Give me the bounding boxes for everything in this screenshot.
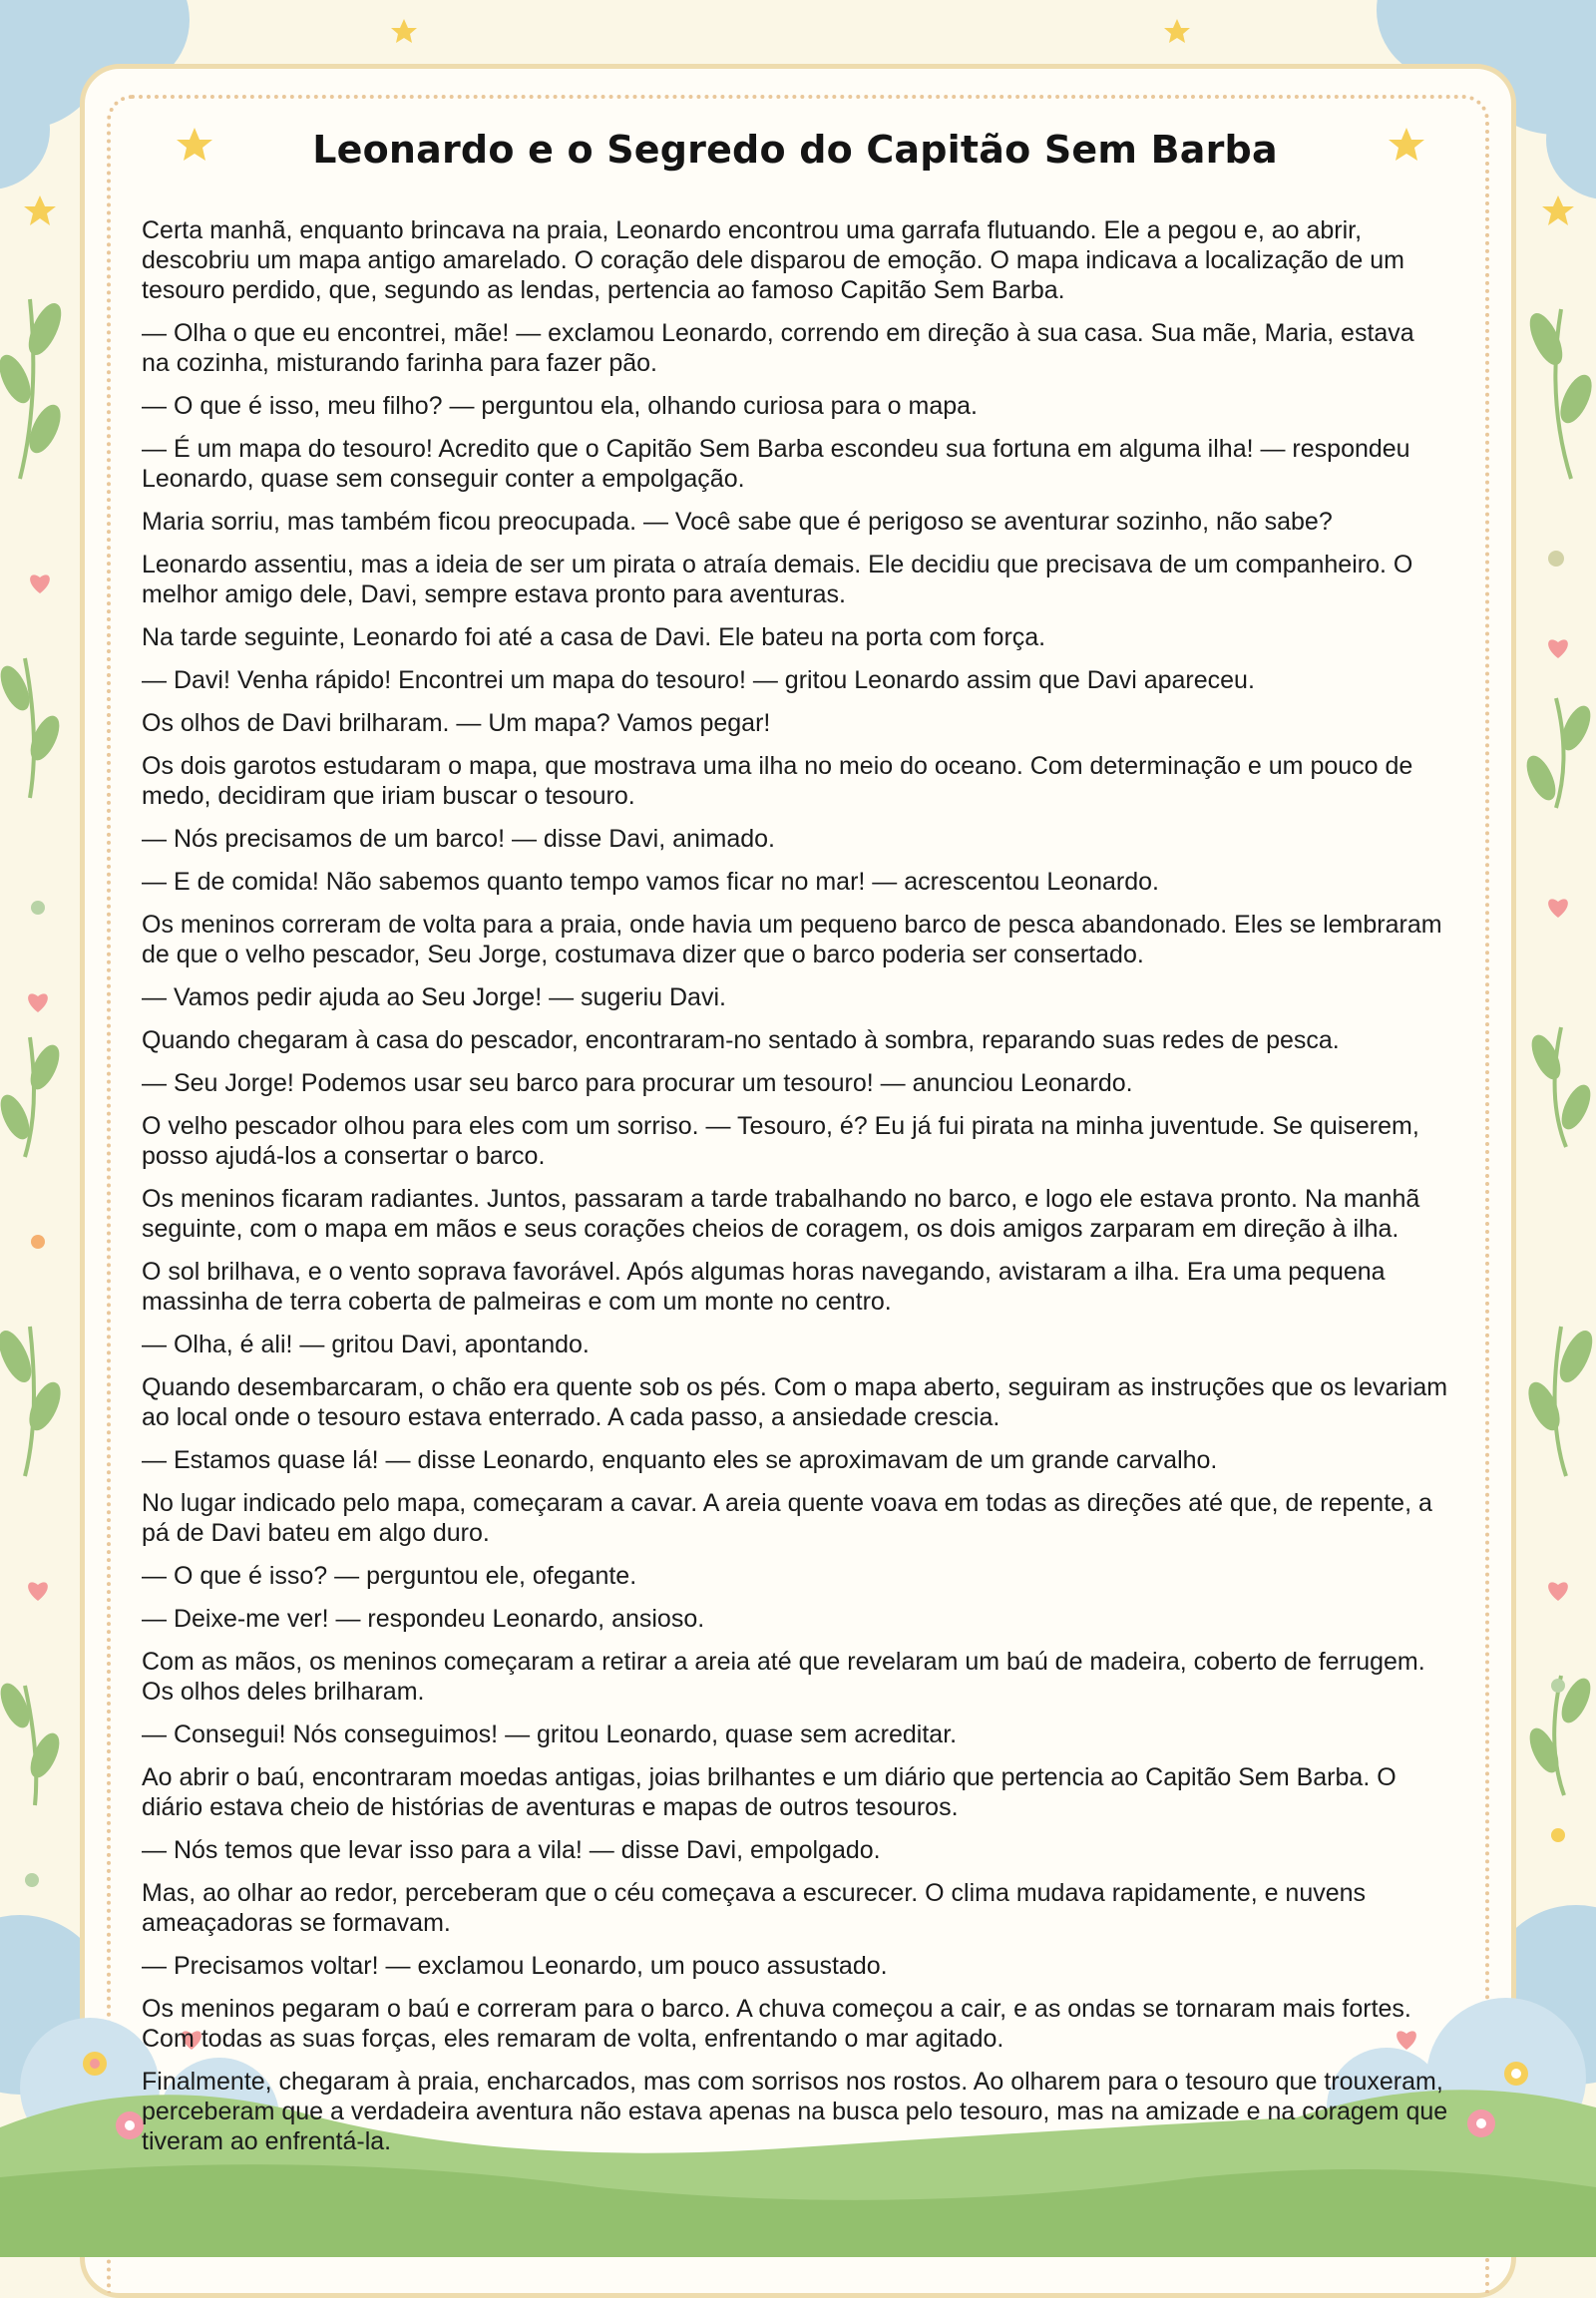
paragraph: — Estamos quase lá! — disse Leonardo, enquanto eles se aproximavam de um grande carvalho. — [142, 1446, 1218, 1474]
leaf-sprig-icon — [1524, 698, 1594, 808]
heart-icon — [1548, 1582, 1568, 1601]
paragraph: — Nós precisamos de um barco! — disse Davi, animado. — [142, 825, 775, 853]
heart-icon — [28, 993, 48, 1012]
paragraph: Ao abrir o baú, encontraram moedas antigas, joias brilhantes e um diário que pertencia ao Capitão Sem Barba. O diário estava cheio de histórias de aventuras e mapas de outros tesouros. — [142, 1763, 1396, 1821]
heart-icon — [1548, 899, 1568, 918]
paragraph: Na tarde seguinte, Leonardo foi até a casa de Davi. Ele bateu na porta com força. — [142, 623, 1046, 651]
leaf-sprig-icon — [0, 299, 65, 479]
leaf-sprig-icon — [0, 1037, 64, 1476]
paragraph: — E de comida! Não sabemos quanto tempo vamos ficar no mar! — acrescentou Leonardo. — [142, 868, 1159, 896]
flower-icon — [1467, 2109, 1495, 2137]
flower-icon — [1504, 2062, 1528, 2086]
star-icon — [24, 195, 56, 225]
paragraph: — Precisamos voltar! — exclamou Leonardo, um pouco assustado. — [142, 1952, 888, 1980]
star-icon — [1164, 19, 1190, 43]
paragraph: Quando chegaram à casa do pescador, encontraram-no sentado à sombra, reparando suas redes de pesca. — [142, 1026, 1340, 1054]
paragraph: — Consegui! Nós conseguimos! — gritou Leonardo, quase sem acreditar. — [142, 1721, 958, 1748]
left-decorations — [0, 0, 80, 2257]
paragraph: — Deixe-me ver! — respondeu Leonardo, ansioso. — [142, 1605, 705, 1633]
paragraph: — Seu Jorge! Podemos usar seu barco para procurar um tesouro! — anunciou Leonardo. — [142, 1069, 1133, 1097]
paragraph: No lugar indicado pelo mapa, começaram a cavar. A areia quente voava em todas as direções até que, de repente, a pá de Davi bateu em algo duro. — [142, 1489, 1432, 1547]
paragraph: Maria sorriu, mas também ficou preocupada. — Você sabe que é perigoso se aventurar sozinho, não sabe? — [142, 508, 1333, 536]
paragraph: — É um mapa do tesouro! Acredito que o Capitão Sem Barba escondeu sua fortuna em alguma ilha! — respondeu Leonardo, quase sem conseguir conter a empolgação. — [142, 435, 1410, 493]
paragraph: Quando desembarcaram, o chão era quente sob os pés. Com o mapa aberto, seguiram as instruções que os levariam ao local onde o tesouro estava enterrado. A cada passo, a ansiedade crescia. — [142, 1373, 1448, 1431]
paragraph: — Olha, é ali! — gritou Davi, apontando. — [142, 1331, 590, 1358]
paragraph: Os olhos de Davi brilharam. — Um mapa? Vamos pegar! — [142, 709, 771, 737]
star-icon — [1542, 195, 1574, 225]
heart-icon — [1548, 639, 1568, 658]
paragraph: — Nós temos que levar isso para a vila! — disse Davi, empolgado. — [142, 1836, 881, 1864]
paragraph: — O que é isso? — perguntou ele, ofegante. — [142, 1562, 637, 1590]
paragraph: Finalmente, chegaram à praia, encharcados, mas com sorrisos nos rostos. Ao olharem para o tesouro que trouxeram, perceberam que a verdadeira aventura não estava apenas na busca pelo tesouro, mas na amizade e na coragem que tiveram ao enfrentá-la. — [142, 2068, 1448, 2155]
flower-icon — [116, 2111, 144, 2139]
paragraph: — Olha o que eu encontrei, mãe! — exclamou Leonardo, correndo em direção à sua casa. Sua mãe, Maria, estava na cozinha, misturando farinha para fazer pão. — [142, 319, 1414, 377]
story-content — [142, 128, 1448, 2169]
paragraph: — Vamos pedir ajuda ao Seu Jorge! — sugeriu Davi. — [142, 983, 726, 1011]
paragraph: O velho pescador olhou para eles com um sorriso. — Tesouro, é? Eu já fui pirata na minha juventude. Se quiserem, posso ajudá-los a consertar o barco. — [142, 1112, 1419, 1170]
star-icon — [391, 19, 417, 43]
leaf-sprig-icon — [0, 658, 62, 798]
paragraph: — Davi! Venha rápido! Encontrei um mapa do tesouro! — gritou Leonardo assim que Davi apareceu. — [142, 666, 1255, 694]
paragraph: Leonardo assentiu, mas a ideia de ser um pirata o atraía demais. Ele decidiu que precisava de um companheiro. O melhor amigo dele, Davi, sempre estava pronto para aventuras. — [142, 551, 1413, 608]
heart-icon — [30, 574, 50, 593]
paragraph: Os meninos ficaram radiantes. Juntos, passaram a tarde trabalhando no barco, e logo ele estava pronto. Na manhã seguinte, com o mapa em mãos e seus corações cheios de coragem, os dois amigos zarparam em direção à ilha. — [142, 1185, 1420, 1243]
right-decorations — [1516, 0, 1596, 2257]
paragraph: Os meninos correram de volta para a praia, onde havia um pequeno barco de pesca abandonado. Eles se lembraram de que o velho pescador, Seu Jorge, costumava dizer que o barco poderia ser consertado. — [142, 911, 1442, 968]
paragraph: Os dois garotos estudaram o mapa, que mostrava uma ilha no meio do oceano. Com determinação e um pouco de medo, decidiram que iriam buscar o tesouro. — [142, 752, 1413, 810]
paragraph: O sol brilhava, e o vento soprava favorável. Após algumas horas navegando, avistaram a ilha. Era uma pequena massinha de terra coberta de palmeiras e com um monte no centro. — [142, 1258, 1386, 1316]
leaf-sprig-icon — [0, 1682, 62, 1805]
story-text — [142, 215, 1448, 2156]
leaf-sprig-icon — [1525, 1027, 1596, 1476]
paragraph: Certa manhã, enquanto brincava na praia, Leonardo encontrou uma garrafa flutuando. Ele a pegou e, ao abrir, descobriu um mapa antigo amarelado. O coração dele disparou de emoção. O mapa indicava a localização de um tesouro perdido, que, segundo as lendas, pertencia ao famoso Capitão Sem Barba. — [142, 216, 1405, 304]
paragraph: — O que é isso, meu filho? — perguntou ela, olhando curiosa para o mapa. — [142, 392, 979, 420]
leaf-sprig-icon — [1527, 1676, 1594, 1795]
paragraph: Com as mãos, os meninos começaram a retirar a areia até que revelaram um baú de madeira, coberto de ferrugem. Os olhos deles brilharam. — [142, 1648, 1425, 1706]
leaf-sprig-icon — [1526, 309, 1595, 479]
flower-icon — [83, 2052, 107, 2076]
heart-icon — [28, 1582, 48, 1601]
paragraph: Os meninos pegaram o baú e correram para o barco. A chuva começou a cair, e as ondas se tornaram mais fortes. Com todas as suas forças, eles remaram de volta, enfrentando o mar agitado. — [142, 1995, 1411, 2053]
paragraph: Mas, ao olhar ao redor, perceberam que o céu começava a escurecer. O clima mudava rapidamente, e nuvens ameaçadoras se formavam. — [142, 1879, 1367, 1937]
page-title: Leonardo e o Segredo do Capitão Sem Barba — [312, 128, 1278, 172]
